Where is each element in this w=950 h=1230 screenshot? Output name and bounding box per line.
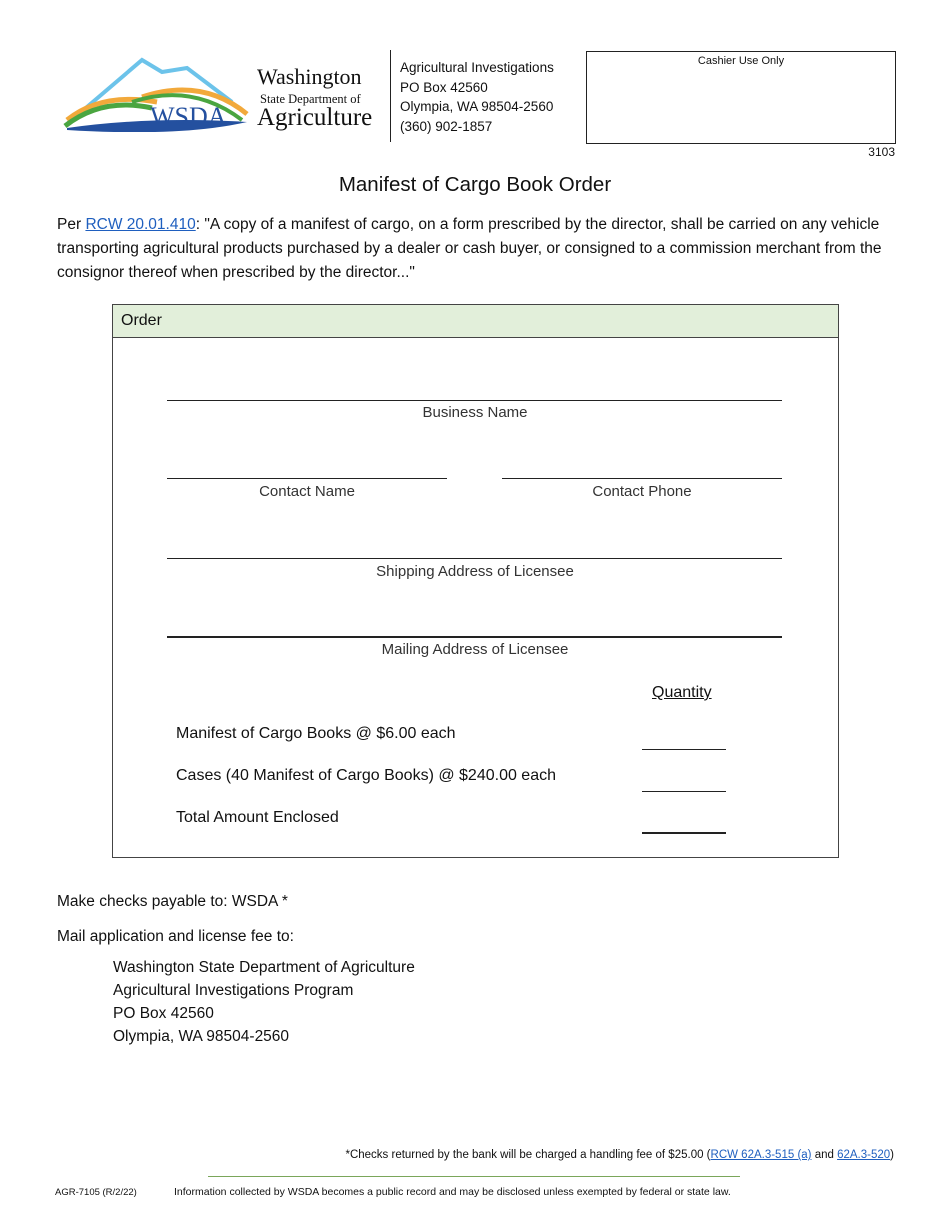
form-id: AGR-7105 (R/2/22) (55, 1187, 137, 1198)
mail-to: Mail application and license fee to: (57, 928, 294, 945)
wsda-logo (62, 52, 252, 132)
item-cases: Cases (40 Manifest of Cargo Books) @ $240.00 each (176, 767, 556, 784)
header-address: Agricultural Investigations PO Box 42560 Olympia, WA 98504-2560 (360) 902-1857 (400, 60, 554, 134)
order-header: Order (113, 305, 838, 338)
page-title: Manifest of Cargo Book Order (338, 173, 612, 196)
contact-phone-field[interactable] (502, 478, 782, 479)
rcw-520-link[interactable]: 62A.3-520 (837, 1149, 891, 1161)
total-field[interactable] (642, 832, 726, 834)
quantity-books-field[interactable] (642, 749, 726, 750)
footer-note: *Checks returned by the bank will be charged a handling fee of $25.00 (RCW 62A.3-515 (a) and 62A.3-520) (345, 1149, 894, 1161)
mailing-address-field[interactable] (167, 636, 782, 638)
rcw-link[interactable]: RCW 20.01.410 (85, 216, 196, 233)
footer-divider (208, 1176, 740, 1177)
contact-name-label: Contact Name (259, 483, 355, 500)
form-code: 3103 (868, 145, 895, 159)
quantity-cases-field[interactable] (642, 791, 726, 792)
business-name-label: Business Name (422, 404, 528, 421)
business-name-field[interactable] (167, 400, 782, 401)
shipping-address-field[interactable] (167, 558, 782, 559)
mailing-address-label: Mailing Address of Licensee (381, 641, 569, 658)
org-name-2: State Department of (260, 92, 361, 106)
item-books: Manifest of Cargo Books @ $6.00 each (176, 725, 456, 742)
intro-paragraph: Per RCW 20.01.410: "A copy of a manifest of cargo, on a form prescribed by the director, shall be carried on any vehicle transporting agricultural products purchased by a dealer or cash buyer, or consigned to a commission merchant from the consignor thereof when prescribed by the director..." (57, 216, 882, 281)
divider (390, 50, 391, 142)
contact-name-field[interactable] (167, 478, 447, 479)
item-total: Total Amount Enclosed (176, 809, 339, 826)
org-name-3: Agriculture (257, 104, 373, 131)
cashier-box: Cashier Use Only (586, 51, 896, 144)
svg-text:WSDA: WSDA (150, 102, 227, 131)
org-name-1: Washington (257, 64, 362, 89)
mail-address: Washington State Department of Agriculture Agricultural Investigations Program PO Box 42560 Olympia, WA 98504-2560 (113, 959, 415, 1045)
shipping-address-label: Shipping Address of Licensee (376, 563, 574, 580)
quantity-header: Quantity (652, 684, 712, 701)
disclaimer: Information collected by WSDA becomes a public record and may be disclosed unless exempted by federal or state law. (174, 1186, 731, 1198)
checks-payable: Make checks payable to: WSDA * (57, 893, 288, 910)
contact-phone-label: Contact Phone (592, 483, 692, 500)
rcw-515-link[interactable]: RCW 62A.3-515 (a) (710, 1149, 812, 1161)
